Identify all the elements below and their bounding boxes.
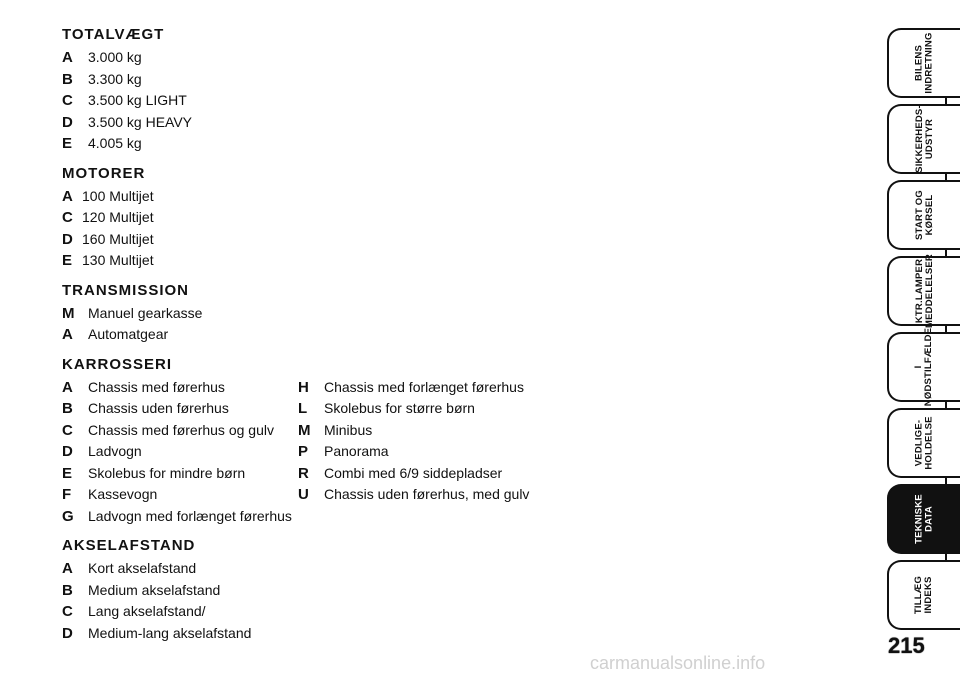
totalvaegt-list bbox=[62, 47, 622, 155]
item-value: Combi med 6/9 siddepladser bbox=[324, 464, 503, 481]
item-value: Minibus bbox=[324, 421, 373, 438]
item-value: 3.500 kg LIGHT bbox=[88, 92, 187, 108]
item-value: Skolebus for mindre børn bbox=[88, 464, 246, 481]
item-value: Kort akselafstand bbox=[88, 560, 197, 576]
item-key: U bbox=[298, 486, 309, 503]
list-item bbox=[62, 506, 298, 528]
item-key: H bbox=[298, 378, 309, 396]
item-value: 3.500 kg HEAVY bbox=[88, 113, 193, 130]
item-value: Chassis med forlænget førerhus bbox=[324, 378, 524, 395]
item-value: Medium-lang akselafstand bbox=[88, 624, 252, 641]
list-item bbox=[62, 324, 622, 346]
section-title-akselafstand: AKSELAFSTAND bbox=[62, 537, 196, 554]
item-key: L bbox=[298, 400, 308, 417]
tab-label: BILENS INDRETNING bbox=[913, 32, 935, 94]
item-value: Manuel gearkasse bbox=[88, 304, 203, 321]
item-key: E bbox=[62, 135, 73, 152]
item-key: F bbox=[62, 486, 72, 503]
list-item bbox=[62, 420, 298, 442]
section-title-motorer: MOTORER bbox=[62, 164, 146, 182]
list-item bbox=[62, 580, 622, 602]
item-value: Ladvogn med forlænget førerhus bbox=[88, 507, 292, 524]
tab-ktr-lamper[interactable] bbox=[887, 256, 960, 326]
item-key: M bbox=[62, 304, 75, 322]
tab-tillaeg-indeks[interactable] bbox=[887, 560, 960, 630]
item-key: R bbox=[298, 464, 309, 482]
section-title-karrosseri: KARROSSERI bbox=[62, 355, 173, 373]
item-key: B bbox=[62, 581, 73, 599]
item-value: 100 Multijet bbox=[82, 187, 154, 204]
section-title-totalvaegt: TOTALVÆGT bbox=[62, 26, 165, 43]
list-item bbox=[62, 441, 298, 463]
tab-label: SIKKERHEDS- UDSTYR bbox=[913, 105, 935, 173]
list-item bbox=[62, 377, 298, 399]
item-value: 160 Multijet bbox=[82, 230, 154, 247]
item-value: Panorama bbox=[324, 443, 389, 459]
item-key: A bbox=[62, 378, 73, 396]
item-key: C bbox=[62, 209, 73, 226]
tab-label: I NØDSTILFÆLDE bbox=[913, 327, 935, 407]
item-value: 4.005 kg bbox=[88, 135, 142, 151]
item-value: Automatgear bbox=[88, 326, 169, 342]
item-value: 3.000 kg bbox=[88, 49, 142, 65]
list-item bbox=[62, 303, 622, 325]
list-item bbox=[62, 558, 622, 580]
item-value: Chassis med førerhus og gulv bbox=[88, 421, 274, 438]
item-value: Chassis uden førerhus, med gulv bbox=[324, 486, 530, 502]
transmission-list bbox=[62, 303, 622, 346]
tab-start-og-korsel[interactable] bbox=[887, 180, 960, 250]
karrosseri-right-list bbox=[298, 377, 598, 528]
item-value: 130 Multijet bbox=[82, 252, 154, 268]
list-item bbox=[298, 398, 598, 420]
tab-label: VEDLIGE- HOLDELSE bbox=[913, 416, 935, 470]
list-item bbox=[62, 47, 622, 69]
item-key: C bbox=[62, 603, 73, 620]
item-value: Medium akselafstand bbox=[88, 581, 221, 598]
item-key: A bbox=[62, 326, 73, 343]
item-value: Chassis uden førerhus bbox=[88, 400, 229, 416]
item-value: 3.300 kg bbox=[88, 70, 142, 87]
section-title-transmission: TRANSMISSION bbox=[62, 281, 190, 299]
item-key: B bbox=[62, 400, 73, 417]
list-item bbox=[62, 463, 298, 485]
list-item bbox=[62, 623, 622, 645]
tab-tekniske-data[interactable] bbox=[887, 484, 960, 554]
page-number: 215 bbox=[888, 633, 925, 658]
item-key: E bbox=[62, 252, 73, 269]
tab-label: START OG KØRSEL bbox=[913, 190, 935, 240]
item-key: A bbox=[62, 560, 73, 577]
item-key: D bbox=[62, 230, 73, 248]
list-item bbox=[62, 133, 622, 155]
list-item bbox=[62, 90, 622, 112]
list-item bbox=[62, 207, 622, 229]
list-item bbox=[62, 229, 622, 251]
item-value: 120 Multijet bbox=[82, 209, 154, 225]
item-value: Kassevogn bbox=[88, 486, 158, 502]
list-item bbox=[298, 484, 598, 506]
watermark: carmanualsonline.info bbox=[590, 653, 766, 673]
tab-label: TEKNISKE DATA bbox=[913, 494, 935, 544]
list-item bbox=[298, 463, 598, 485]
item-key: M bbox=[298, 421, 311, 439]
tab-bilens-indretning[interactable] bbox=[887, 28, 960, 98]
item-key: D bbox=[62, 443, 73, 460]
item-key: C bbox=[62, 421, 73, 439]
spec-content bbox=[62, 24, 622, 644]
karrosseri-left-list bbox=[62, 377, 298, 528]
item-key: E bbox=[62, 464, 73, 482]
item-key: P bbox=[298, 443, 309, 460]
list-item bbox=[298, 441, 598, 463]
item-value: Chassis med førerhus bbox=[88, 378, 225, 395]
item-value: Ladvogn bbox=[88, 443, 142, 459]
tab-label: TILLÆG INDEKS bbox=[913, 575, 935, 615]
item-key: B bbox=[62, 70, 73, 88]
karrosseri-columns bbox=[62, 377, 622, 528]
tab-sikkerhedsudstyr[interactable] bbox=[887, 104, 960, 174]
tab-label: KTR.LAMPER MEDDELELSER bbox=[913, 254, 935, 328]
list-item bbox=[62, 398, 298, 420]
tab-vedligeholdelse[interactable] bbox=[887, 408, 960, 478]
item-key: G bbox=[62, 507, 74, 525]
list-item bbox=[298, 377, 598, 399]
item-value: Skolebus for større børn bbox=[324, 400, 475, 416]
item-value: Lang akselafstand/ bbox=[88, 603, 206, 619]
item-key: C bbox=[62, 92, 73, 109]
list-item bbox=[298, 420, 598, 442]
item-key: D bbox=[62, 624, 73, 642]
item-key: D bbox=[62, 113, 73, 131]
list-item bbox=[62, 112, 622, 134]
motorer-list bbox=[62, 186, 622, 272]
list-item bbox=[62, 69, 622, 91]
list-item bbox=[62, 186, 622, 208]
list-item bbox=[62, 250, 622, 272]
tab-nodstilfaelde[interactable] bbox=[887, 327, 960, 407]
list-item bbox=[62, 601, 622, 623]
akselafstand-list bbox=[62, 558, 622, 644]
list-item bbox=[62, 484, 298, 506]
item-key: A bbox=[62, 187, 73, 205]
item-key: A bbox=[62, 49, 73, 66]
